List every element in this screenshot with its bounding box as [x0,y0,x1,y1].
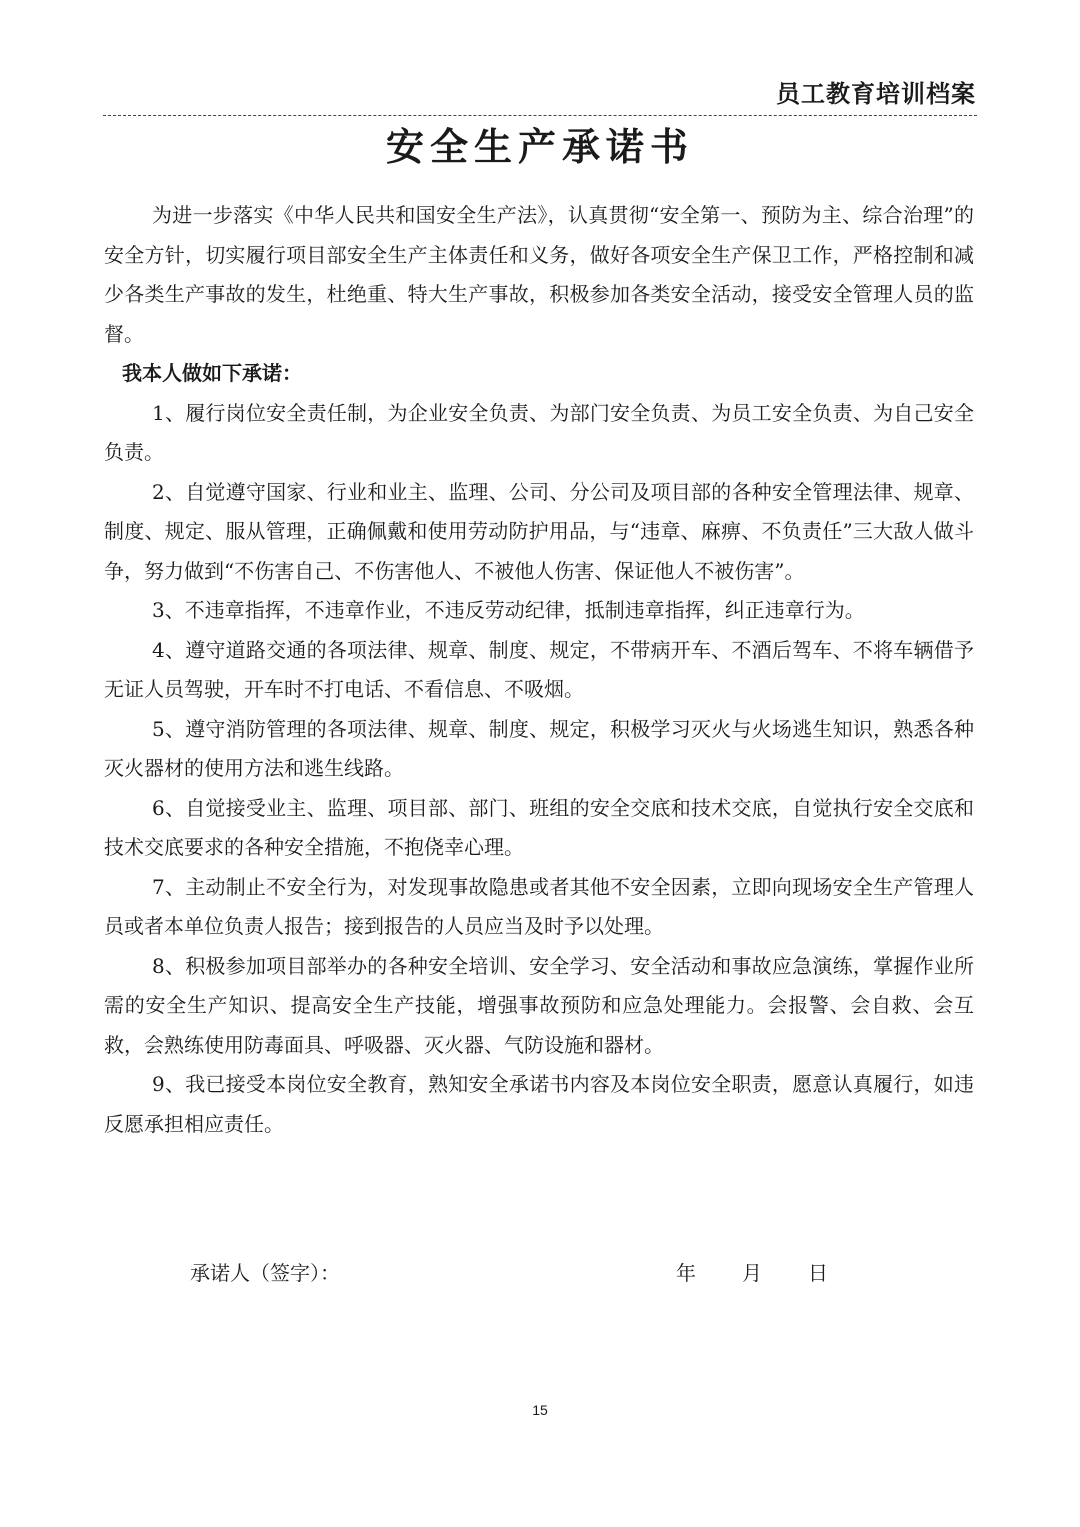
pledge-item-8: 8、积极参加项目部举办的各种安全培训、安全学习、安全活动和事故应急演练，掌握作业所需的安全生产知识、提高安全生产技能，增强事故预防和应急处理能力。会报警、会自救、会互救，会熟练使用防毒面具、呼吸器、灭火器、气防设施和器材。 [104,953,974,1057]
pledge-heading: 我本人做如下承诺： [122,361,302,385]
pledge-item-3: 3、不违章指挥，不违章作业，不违反劳动纪律，抵制违章指挥，纠正违章行为。 [152,598,865,622]
date-year-label: 年 [676,1261,696,1285]
signature-date [676,1256,828,1290]
date-month-label: 月 [742,1261,762,1285]
intro-paragraph: 为进一步落实《中华人民共和国安全生产法》，认真贯彻“安全第一、预防为主、综合治理”的安全方针，切实履行项目部安全生产主体责任和义务，做好各项安全生产保卫工作，严格控制和减少各类生产事故的发生，杜绝重、特大生产事故，积极参加各类安全活动，接受安全管理人员的监督。 [104,203,974,346]
document-body [104,196,974,1144]
document-title: 安全生产承诺书 [385,125,694,169]
signature-label: 承诺人（签字）： [190,1261,340,1285]
pledge-item-5: 5、遵守消防管理的各项法律、规章、制度、规定，积极学习灭火与火场逃生知识，熟悉各种灭火器材的使用方法和逃生线路。 [104,716,974,780]
pledge-item-1: 1、履行岗位安全责任制，为企业安全负责、为部门安全负责、为员工安全负责、为自己安全负责。 [104,400,974,464]
pledge-item-6: 6、自觉接受业主、监理、项目部、部门、班组的安全交底和技术交底，自觉执行安全交底和技术交底要求的各种安全措施，不抱侥幸心理。 [104,795,974,859]
pledge-item-9: 9、我已接受本岗位安全教育，熟知安全承诺书内容及本岗位安全职责，愿意认真履行，如违反愿承担相应责任。 [104,1072,974,1136]
page-number: 15 [532,1402,548,1418]
pledge-item-2: 2、自觉遵守国家、行业和业主、监理、公司、分公司及项目部的各种安全管理法律、规章、制度、规定、服从管理，正确佩戴和使用劳动防护用品，与“违章、麻痹、不负责任”三大敌人做斗争，努力做到“不伤害自己、不伤害他人、不被他人伤害、保证他人不被伤害”。 [104,479,974,583]
header-divider [103,115,977,116]
pledge-item-7: 7、主动制止不安全行为，对发现事故隐患或者其他不安全因素，立即向现场安全生产管理人员或者本单位负责人报告；接到报告的人员应当及时予以处理。 [104,874,974,938]
header-archive-title: 员工教育培训档案 [776,80,976,108]
date-day-label: 日 [808,1261,828,1285]
pledge-item-4: 4、遵守道路交通的各项法律、规章、制度、规定，不带病开车、不酒后驾车、不将车辆借予无证人员驾驶，开车时不打电话、不看信息、不吸烟。 [104,637,974,701]
